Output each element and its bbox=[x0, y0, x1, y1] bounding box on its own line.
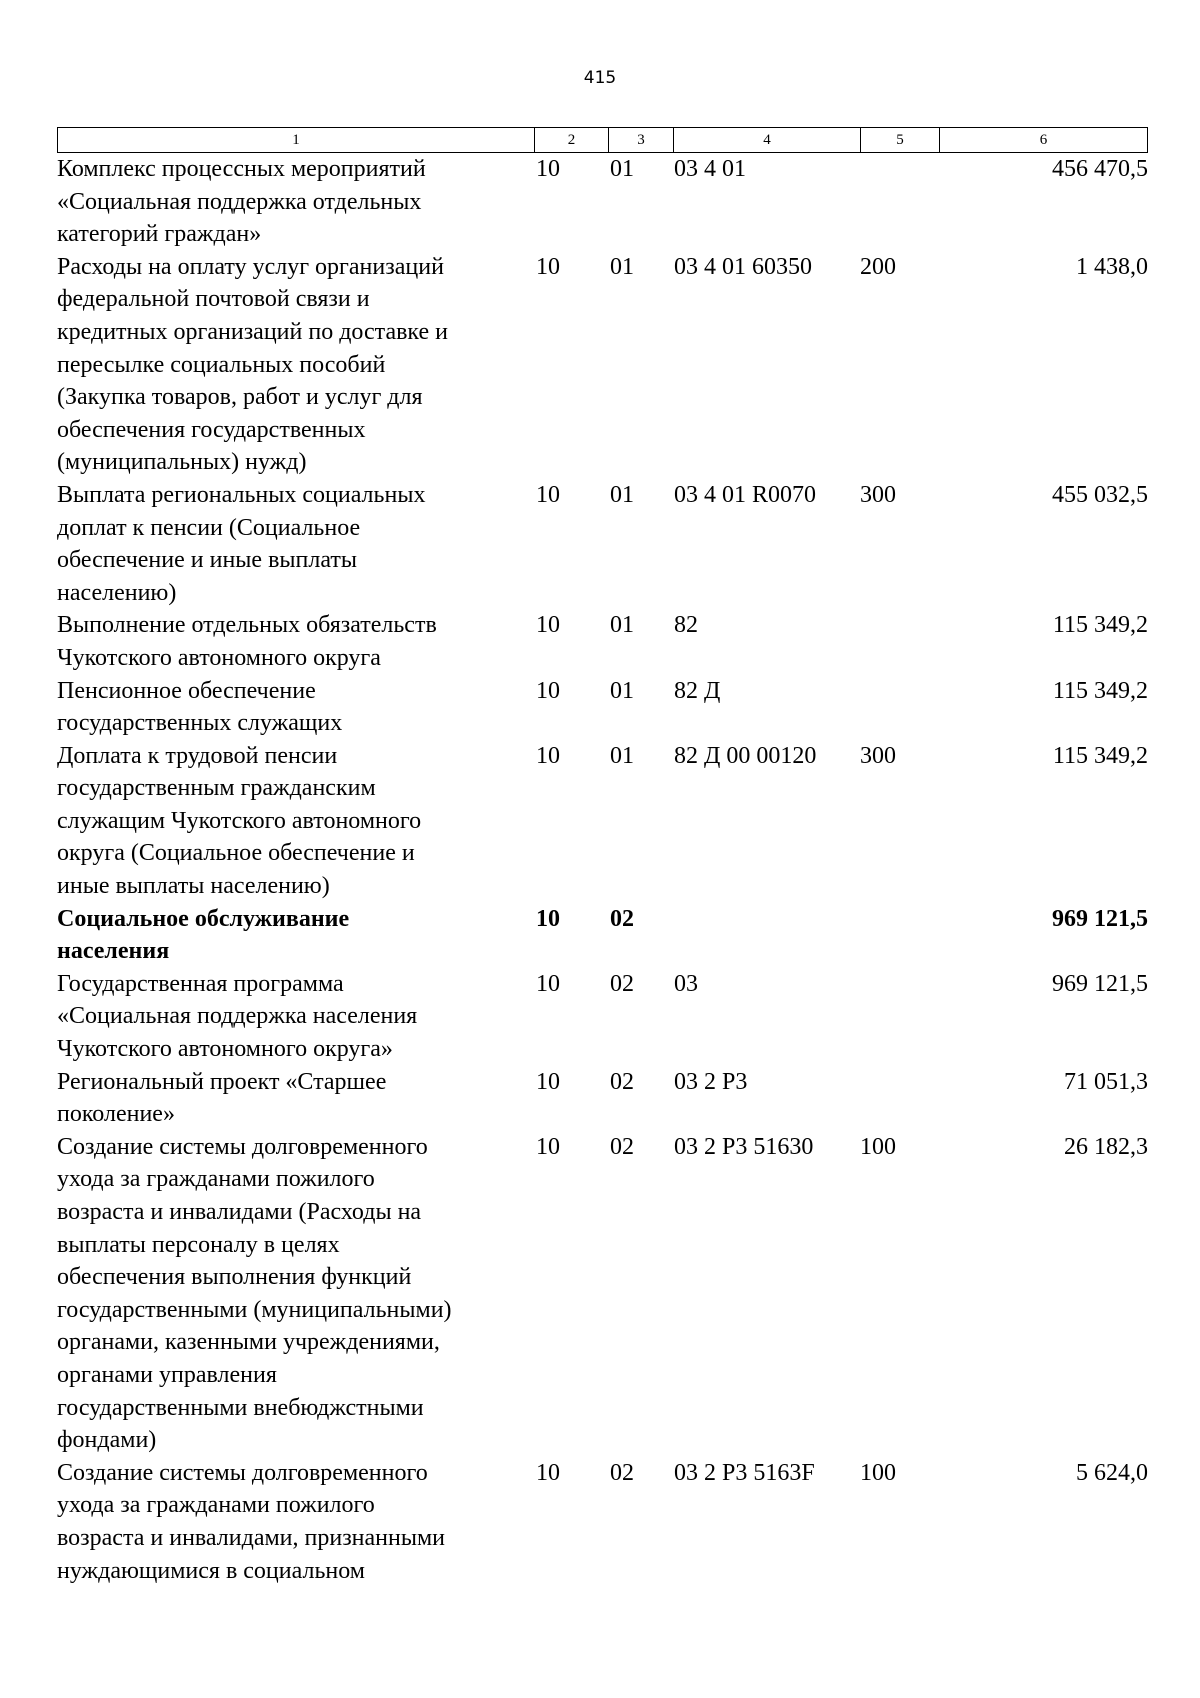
description-line: возраста и инвалидами (Расходы на bbox=[57, 1199, 422, 1225]
description-line: поколение» bbox=[57, 1101, 175, 1128]
description-line: категорий граждан» bbox=[57, 221, 262, 248]
table-row bbox=[57, 1131, 1148, 1457]
description-line: Расходы на оплату услуг организаций bbox=[57, 253, 444, 280]
row-target-code: 03 2 Р3 5163F bbox=[674, 1459, 815, 1486]
row-subsection: 02 bbox=[610, 1133, 634, 1160]
header-col-6: 6 bbox=[1039, 131, 1048, 148]
table-body bbox=[57, 153, 1148, 1587]
description-line: Чукотского автономного округа bbox=[57, 644, 381, 671]
table-row bbox=[57, 609, 1148, 674]
table-row bbox=[57, 1457, 1148, 1587]
row-subsection: 02 bbox=[610, 905, 634, 932]
row-target-code: 82 Д 00 00120 bbox=[674, 742, 817, 769]
description-line: кредитных организаций по доставке и bbox=[57, 318, 448, 345]
description-line: Государственная программа bbox=[57, 970, 344, 997]
header-col-1: 1 bbox=[58, 128, 535, 152]
row-expense-type: 300 bbox=[860, 481, 896, 508]
row-section: 10 bbox=[536, 156, 560, 182]
row-subsection: 01 bbox=[610, 612, 634, 639]
row-amount: 71 051,3 bbox=[1064, 1068, 1148, 1095]
row-expense-type: 100 bbox=[860, 1459, 896, 1486]
row-description bbox=[57, 1457, 534, 1587]
row-section: 10 bbox=[536, 481, 560, 508]
row-subsection: 01 bbox=[610, 156, 634, 182]
description-line: населения bbox=[57, 938, 170, 965]
description-line: фондами) bbox=[57, 1427, 157, 1454]
row-description bbox=[57, 251, 534, 479]
table-row bbox=[57, 479, 1148, 609]
row-section: 10 bbox=[536, 970, 560, 997]
description-line: государственными (муниципальными) bbox=[57, 1296, 452, 1323]
description-line: государственных служащих bbox=[57, 710, 343, 737]
row-subsection: 02 bbox=[610, 1068, 634, 1095]
description-line: Выполнение отдельных обязательств bbox=[57, 612, 437, 639]
table-row bbox=[57, 675, 1148, 740]
description-line: государственным гражданским bbox=[57, 775, 376, 802]
description-line: Пенсионное обеспечение bbox=[57, 677, 316, 704]
row-section: 10 bbox=[536, 1133, 560, 1160]
table-row bbox=[57, 740, 1148, 903]
row-target-code: 82 bbox=[674, 612, 698, 639]
row-section: 10 bbox=[536, 742, 560, 769]
row-subsection: 01 bbox=[610, 253, 634, 280]
description-line: ухода за гражданами пожилого bbox=[57, 1492, 375, 1519]
row-description bbox=[57, 1131, 534, 1457]
description-line: населению) bbox=[57, 579, 177, 606]
description-line: «Социальная поддержка населения bbox=[57, 1003, 418, 1030]
budget-table bbox=[57, 127, 1148, 1587]
table-row bbox=[57, 903, 1148, 968]
description-line: обеспечение и иные выплаты bbox=[57, 547, 357, 574]
row-description bbox=[57, 740, 534, 903]
description-line: Региональный проект «Старшее bbox=[57, 1068, 387, 1095]
row-subsection: 01 bbox=[610, 742, 634, 769]
description-line: Выплата региональных социальных bbox=[57, 481, 426, 508]
row-amount: 969 121,5 bbox=[1052, 905, 1148, 932]
description-line: Комплекс процессных мероприятий bbox=[57, 156, 426, 182]
row-description bbox=[57, 479, 534, 609]
row-expense-type: 300 bbox=[860, 742, 896, 769]
description-line: округа (Социальное обеспечение и bbox=[57, 840, 415, 867]
row-description bbox=[57, 903, 534, 968]
description-line: иные выплаты населению) bbox=[57, 873, 330, 900]
description-line: Социальное обслуживание bbox=[57, 905, 350, 932]
description-line: Чукотского автономного округа» bbox=[57, 1036, 393, 1063]
header-col-3: 3 bbox=[609, 128, 674, 152]
row-target-code: 03 4 01 bbox=[674, 156, 746, 182]
row-subsection: 02 bbox=[610, 970, 634, 997]
row-description bbox=[57, 1066, 534, 1131]
header-col-4: 4 bbox=[674, 128, 861, 152]
row-subsection: 01 bbox=[610, 481, 634, 508]
row-section: 10 bbox=[536, 905, 560, 932]
row-target-code: 03 bbox=[674, 970, 698, 997]
row-subsection: 02 bbox=[610, 1459, 634, 1486]
row-description bbox=[57, 675, 534, 740]
row-amount: 1 438,0 bbox=[1076, 253, 1148, 280]
description-line: доплат к пенсии (Социальное bbox=[57, 514, 361, 541]
row-target-code: 03 4 01 60350 bbox=[674, 253, 812, 280]
description-line: Доплата к трудовой пенсии bbox=[57, 742, 338, 769]
description-line: возраста и инвалидами, признанными bbox=[57, 1524, 446, 1551]
row-target-code: 03 2 Р3 51630 bbox=[674, 1133, 814, 1160]
row-amount: 969 121,5 bbox=[1052, 970, 1148, 997]
row-target-code: 03 2 Р3 bbox=[674, 1068, 748, 1095]
header-col-5: 5 bbox=[861, 128, 940, 152]
row-amount: 26 182,3 bbox=[1064, 1133, 1148, 1160]
row-amount: 115 349,2 bbox=[1052, 612, 1148, 639]
table-header bbox=[57, 127, 1148, 153]
row-amount: 115 349,2 bbox=[1052, 742, 1148, 769]
description-line: служащим Чукотского автономного bbox=[57, 807, 422, 834]
row-amount: 456 470,5 bbox=[1052, 156, 1148, 182]
page-number: 415 bbox=[583, 68, 617, 88]
row-description bbox=[57, 609, 534, 674]
table-row bbox=[57, 968, 1148, 1066]
description-line: органами, казенными учреждениями, bbox=[57, 1329, 440, 1356]
row-expense-type: 200 bbox=[860, 253, 896, 280]
row-section: 10 bbox=[536, 677, 560, 704]
row-section: 10 bbox=[536, 253, 560, 280]
description-line: органами управления bbox=[57, 1361, 277, 1388]
description-line: (муниципальных) нужд) bbox=[57, 449, 307, 476]
row-amount: 115 349,2 bbox=[1052, 677, 1148, 704]
row-amount: 455 032,5 bbox=[1052, 481, 1148, 508]
description-line: обеспечения выполнения функций bbox=[57, 1264, 412, 1291]
row-subsection: 01 bbox=[610, 677, 634, 704]
table-row bbox=[57, 153, 1148, 251]
row-section: 10 bbox=[536, 1459, 560, 1486]
description-line: нуждающимися в социальном bbox=[57, 1557, 365, 1584]
row-target-code: 03 4 01 R0070 bbox=[674, 481, 817, 508]
description-line: «Социальная поддержка отдельных bbox=[57, 188, 422, 215]
description-line: Создание системы долговременного bbox=[57, 1459, 428, 1486]
header-col-2: 2 bbox=[535, 128, 609, 152]
description-line: (Закупка товаров, работ и услуг для bbox=[57, 384, 423, 411]
row-section: 10 bbox=[536, 1068, 560, 1095]
description-line: Создание системы долговременного bbox=[57, 1133, 428, 1160]
description-line: государственными внебюджстными bbox=[57, 1394, 424, 1421]
description-line: выплаты персоналу в целях bbox=[57, 1231, 340, 1258]
row-expense-type: 100 bbox=[860, 1133, 896, 1160]
description-line: федеральной почтовой связи и bbox=[57, 286, 370, 313]
description-line: пересылке социальных пособий bbox=[57, 351, 386, 378]
table-row bbox=[57, 1066, 1148, 1131]
row-target-code: 82 Д bbox=[674, 677, 721, 704]
row-section: 10 bbox=[536, 612, 560, 639]
table-row bbox=[57, 251, 1148, 479]
row-description bbox=[57, 153, 534, 251]
row-description bbox=[57, 968, 534, 1066]
description-line: обеспечения государственных bbox=[57, 416, 366, 443]
row-amount: 5 624,0 bbox=[1076, 1459, 1148, 1486]
description-line: ухода за гражданами пожилого bbox=[57, 1166, 375, 1193]
